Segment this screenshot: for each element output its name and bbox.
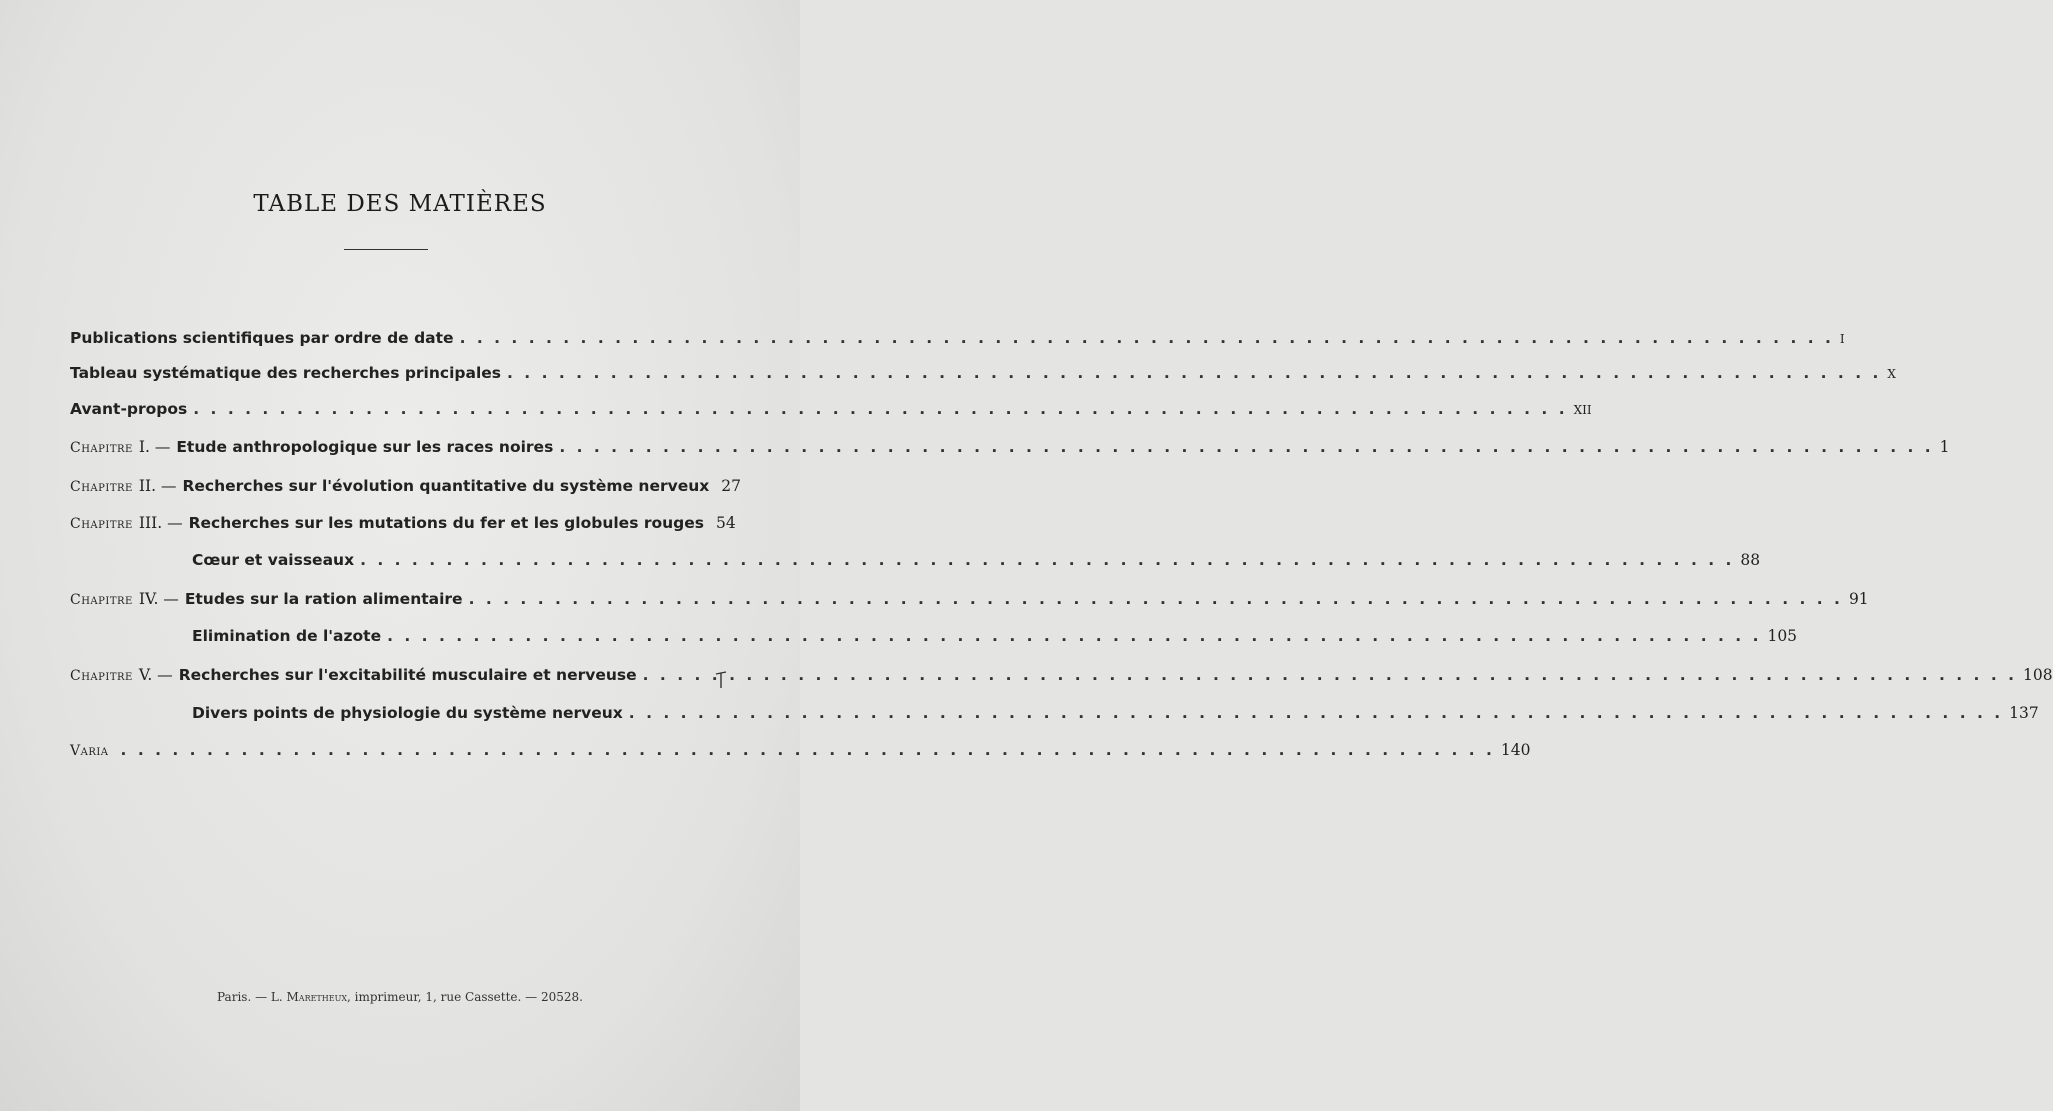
entry-label: Divers points de physiologie du système nerveux <box>192 704 623 722</box>
footer-prefix: Paris. — L. <box>217 990 283 1004</box>
entry-page: 105 <box>1767 627 1798 645</box>
entry-label: Elimination de l'azote <box>192 627 382 645</box>
chapter-word: Chapitre <box>70 668 133 684</box>
chapter-number: II. — <box>138 477 177 495</box>
printer-footer <box>0 990 800 1004</box>
dot-leader <box>559 438 1933 456</box>
entry-page: 1 <box>1939 438 1950 456</box>
entry-label: Tableau systématique des recherches principales <box>70 364 502 382</box>
entry-label: Publications scientifiques par ordre de date <box>70 329 454 347</box>
dot-leader <box>121 741 1495 759</box>
page-title: TABLE DES MATIÈRES <box>253 191 547 218</box>
dot-leader <box>193 400 1567 418</box>
toc-entry-chapter-2[interactable] <box>70 477 741 501</box>
chapter-word: Varia <box>70 743 109 759</box>
toc-subentry[interactable] <box>192 627 1798 651</box>
entry-label: Recherches sur l'évolution quantitative du système nerveux <box>182 477 710 495</box>
entry-label: Recherches sur l'excitabilité musculaire et nerveuse <box>178 666 637 684</box>
chapter-number: I. — <box>138 438 171 456</box>
chapter-word: Chapitre <box>70 479 133 495</box>
entry-page: X <box>1887 367 1896 381</box>
entry-page: 140 <box>1500 741 1531 759</box>
toc-entry-chapter-3[interactable] <box>70 514 736 538</box>
toc-entry-chapter-4[interactable] <box>70 590 1869 614</box>
toc-entry[interactable] <box>70 400 1592 424</box>
dot-leader <box>643 666 2017 684</box>
title-rule <box>344 249 428 250</box>
toc-subentry[interactable] <box>192 704 2039 728</box>
entry-page: XII <box>1573 403 1592 417</box>
entry-label: Etude anthropologique sur les races noires <box>176 438 554 456</box>
entry-label: Recherches sur les mutations du fer et les globules rouges <box>188 514 704 532</box>
toc-entry[interactable] <box>70 329 1845 353</box>
toc-entry-varia[interactable] <box>70 741 1531 765</box>
entry-label: Cœur et vaisseaux <box>192 551 355 569</box>
entry-page: 27 <box>721 477 741 495</box>
footer-suffix: , imprimeur, 1, rue Cassette. — 20528. <box>347 990 583 1004</box>
chapter-word: Chapitre <box>70 440 133 456</box>
entry-page: 137 <box>2009 704 2039 722</box>
pencil-mark-icon <box>714 668 728 690</box>
chapter-number: III. — <box>138 514 183 532</box>
dot-leader <box>629 704 2003 722</box>
entry-label: Avant-propos <box>70 400 188 418</box>
chapter-word: Chapitre <box>70 516 133 532</box>
dot-leader <box>460 329 1834 347</box>
entry-page: I <box>1839 332 1845 346</box>
toc-subentry[interactable] <box>192 551 1761 575</box>
entry-page: 91 <box>1848 590 1869 608</box>
dot-leader <box>387 627 1761 645</box>
toc-entry[interactable] <box>70 364 1896 388</box>
entry-label: Etudes sur la ration alimentaire <box>184 590 463 608</box>
chapter-number: V. — <box>138 666 173 684</box>
entry-page: 88 <box>1740 551 1761 569</box>
toc-entry-chapter-1[interactable] <box>70 438 1950 462</box>
chapter-number: IV. — <box>138 590 179 608</box>
toc-entry-chapter-5[interactable] <box>70 666 2053 690</box>
bleed-through-text <box>80 90 84 105</box>
dot-leader <box>469 590 1843 608</box>
entry-page: 108 <box>2023 666 2053 684</box>
dot-leader <box>360 551 1734 569</box>
dot-leader <box>507 364 1881 382</box>
chapter-word: Chapitre <box>70 592 133 608</box>
footer-printer: Maretheux <box>286 990 348 1004</box>
entry-page: 54 <box>715 514 736 532</box>
